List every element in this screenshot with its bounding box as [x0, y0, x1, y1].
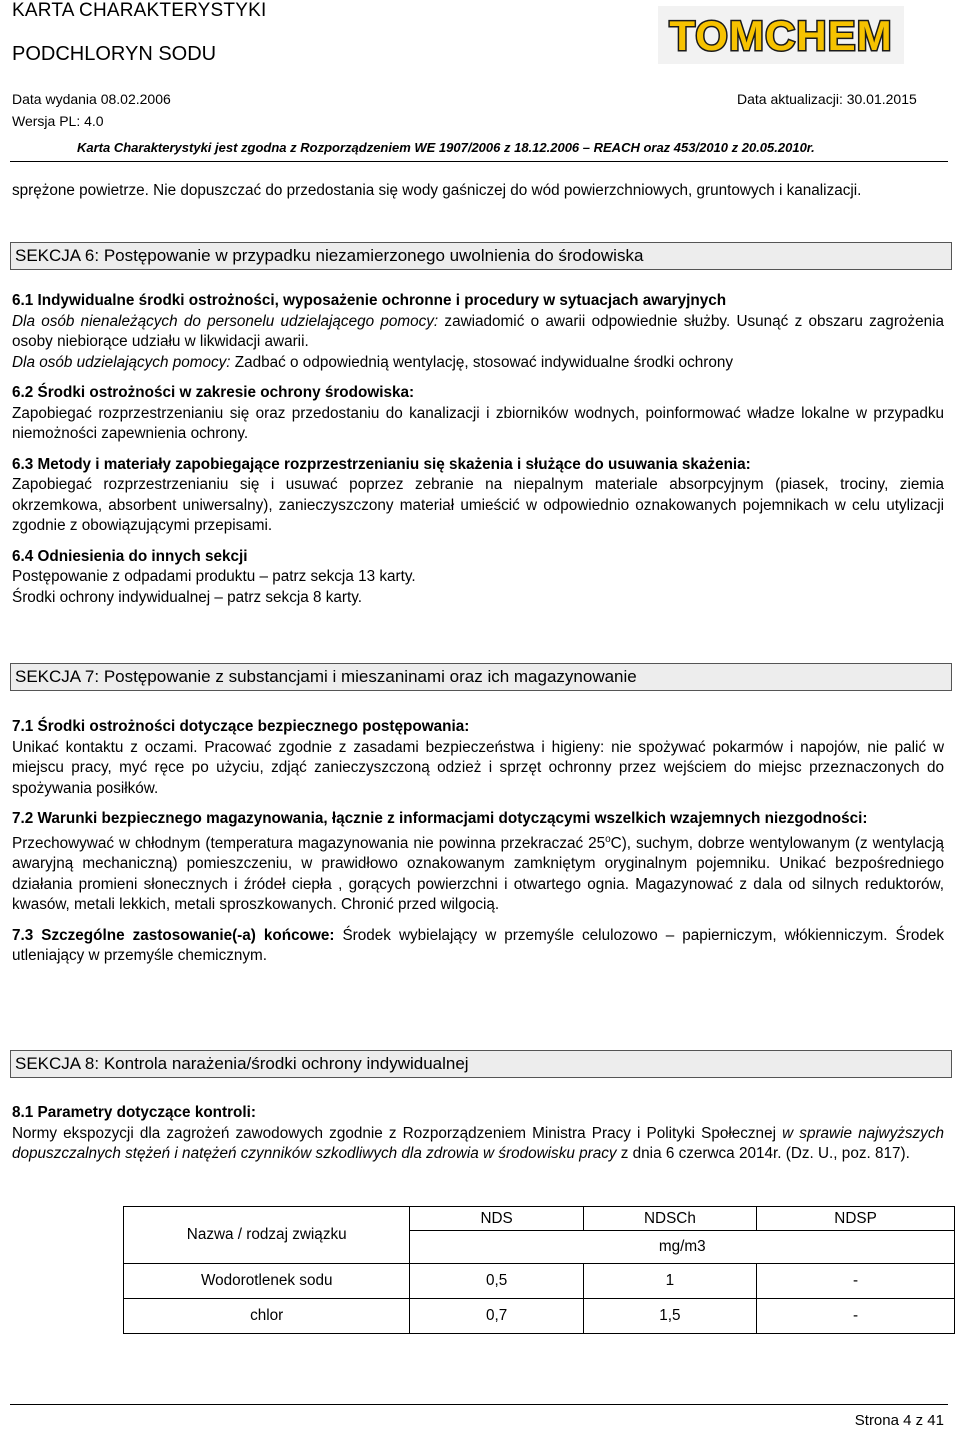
- row-ndsp: -: [757, 1264, 955, 1299]
- lead-non-responders: Dla osób nienależących do personelu udzielającego pomocy:: [12, 312, 439, 330]
- norms-text-a: Normy ekspozycji dla zagrożeń zawodowych zgodnie z Rozporządzeniem Ministra Pracy i Polityki Społecznej: [12, 1124, 783, 1142]
- paragraph-7-1: Unikać kontaktu z oczami. Pracować zgodnie z zasadami bezpieczeństwa i higieny: nie spożywać pokarmów i napojów, nie palić w miejscu pracy, myć ręce po użyciu, zdjąć zanieczyszczoną odzież i sprzęt ochronny przez wejściem do miejsc przeznaczonych do spożywania posiłków.: [12, 738, 944, 797]
- subsection-6-4-title: 6.4 Odniesienia do innych sekcji: [12, 547, 248, 565]
- issue-date: Data wydania 08.02.2006: [12, 91, 171, 107]
- header-nds: NDS: [410, 1207, 583, 1231]
- row-nds: 0,5: [410, 1264, 583, 1299]
- lead-responders: Dla osób udzielających pomocy:: [12, 353, 231, 371]
- footer-divider: [10, 1404, 948, 1405]
- section-7-heading: SEKCJA 7: Postępowanie z substancjami i mieszaninami oraz ich magazynowanie: [10, 663, 952, 691]
- section-8-heading: SEKCJA 8: Kontrola narażenia/środki ochrony indywidualnej: [10, 1050, 952, 1078]
- header-ndsch: NDSCh: [583, 1207, 756, 1231]
- subsection-8-1-title: 8.1 Parametry dotyczące kontroli:: [12, 1104, 256, 1121]
- intro-paragraph: sprężone powietrze. Nie dopuszczać do przedostania się wody gaśniczej do wód powierzchniowych, gruntowych i kanalizacji.: [12, 182, 862, 199]
- subsection-6-2-title: 6.2 Środki ostrożności w zakresie ochrony środowiska:: [12, 384, 415, 401]
- intro-text: [12, 181, 944, 202]
- paragraph-6-4-a: Postępowanie z odpadami produktu – patrz sekcja 13 karty.: [12, 568, 416, 585]
- update-date: Data aktualizacji: 30.01.2015: [737, 91, 917, 107]
- subsection-7-2-title: 7.2 Warunki bezpiecznego magazynowania, łącznie z informacjami dotyczącymi wszelkich wzajemnych niezgodności:: [12, 810, 868, 827]
- row-ndsch: 1,5: [583, 1299, 756, 1334]
- end-use-text: Środek wybielający w przemyśle celulozowo – papierniczym, włókienniczym. Środek utleniający w przemyśle chemicznym.: [12, 926, 944, 965]
- text-responders: Zadbać o odpowiednią wentylację, stosować indywidualne środki ochrony: [230, 353, 734, 371]
- subsection-7-3-title: 7.3 Szczególne zastosowanie(-a) końcowe:: [12, 926, 335, 944]
- unit-cell: mg/m3: [410, 1231, 955, 1264]
- header-divider: [10, 161, 948, 162]
- table-header-row: [124, 1207, 955, 1231]
- section-6-body: [12, 291, 944, 608]
- header-compound-name: Nazwa / rodzaj związku: [124, 1207, 410, 1264]
- table-row: [124, 1264, 955, 1299]
- paragraph-6-4-b: Środki ochrony indywidualnej – patrz sekcja 8 karty.: [12, 588, 363, 606]
- section-7-body: [12, 717, 944, 967]
- compliance-note: Karta Charakterystyki jest zgodna z Rozporządzeniem WE 1907/2006 z 18.12.2006 – REACH oraz 453/2010 z 20.05.2010r.: [77, 140, 815, 155]
- row-ndsp: -: [757, 1299, 955, 1334]
- text-non-responders: zawiadomić o awarii odpowiednie służby. Usunąć z obszaru zagrożenia osoby niebiorące udziału w likwidacji awarii.: [12, 312, 944, 350]
- row-nds: 0,7: [410, 1299, 583, 1334]
- paragraph-6-2: Zapobiegać rozprzestrzenianiu się oraz przedostaniu do kanalizacji i zbiorników wodnych, poinformować władze lokalne w przypadku niemożności zapewnienia ochrony.: [12, 404, 944, 442]
- paragraph-6-1-a: [12, 312, 944, 353]
- product-name: PODCHLORYN SODU: [12, 43, 217, 65]
- version: Wersja PL: 4.0: [12, 113, 104, 129]
- row-compound: Wodorotlenek sodu: [124, 1264, 410, 1299]
- norms-regulation-title: w sprawie najwyższych dopuszczalnych stężeń i natężeń czynników szkodliwych dla zdrowia w środowisku pracy: [12, 1124, 944, 1162]
- logo-text: TOMCHEM: [669, 12, 893, 59]
- row-ndsch: 1: [583, 1264, 756, 1299]
- subsection-6-1-title: 6.1 Indywidualne środki ostrożności, wyposażenie ochronne i procedury w sytuacjach awaryjnych: [12, 292, 727, 309]
- paragraph-6-1-b: [12, 353, 944, 374]
- paragraph-7-2: [12, 830, 944, 916]
- row-compound: chlor: [124, 1299, 410, 1334]
- section-6-heading: SEKCJA 6: Postępowanie w przypadku niezamierzonego uwolnienia do środowiska: [10, 242, 952, 270]
- section-8-body: [12, 1103, 944, 1165]
- subsection-6-3-title: 6.3 Metody i materiały zapobiegające rozprzestrzenianiu się skażenia i służące do usuwania skażenia:: [12, 455, 751, 473]
- degree-mark: o: [605, 833, 611, 845]
- paragraph-8-1: [12, 1124, 944, 1165]
- document-type: KARTA CHARAKTERYSTYKI: [12, 0, 267, 21]
- norms-text-c: z dnia 6 czerwca 2014r. (Dz. U., poz. 817).: [616, 1145, 910, 1162]
- subsection-7-1-title: 7.1 Środki ostrożności dotyczące bezpiecznego postępowania:: [12, 718, 470, 735]
- storage-text-b: C), suchym, dobrze wentylowanym (z wentylacją awaryjną mechaniczną) pomieszczeniu, w prawidłowo oznakowanym zamkniętym oryginalnym pojemniku. Unikać bezpośredniego działania promieni słonecznych i źródeł ciepła , gorących powierzchni i otwartego ognia. Magazynować z dala od silnych reduktorów, kwasów, metali lekkich, metali sproszkowanych. Chronić przed wilgocią.: [12, 834, 944, 914]
- paragraph-6-3: Zapobiegać rozprzestrzenianiu się i usuwać poprzez zebranie na niepalnym materiale absorpcyjnym (piasek, trociny, ziemia okrzemkowa, absorbent uniwersalny), zanieczyszczony materiał umieścić w odpowiednio oznakowanych pojemnikach w celu utylizacji zgodnie z obowiązującymi przepisami.: [12, 476, 944, 534]
- tomchem-logo: [658, 6, 904, 64]
- page-number: Strona 4 z 41: [854, 1412, 944, 1429]
- paragraph-7-3: [12, 926, 944, 967]
- table-row: [124, 1299, 955, 1334]
- storage-text-a: Przechowywać w chłodnym (temperatura magazynowania nie powinna przekraczać 25: [12, 834, 606, 852]
- header-ndsp: NDSP: [757, 1207, 955, 1231]
- exposure-limits-table: [123, 1206, 955, 1334]
